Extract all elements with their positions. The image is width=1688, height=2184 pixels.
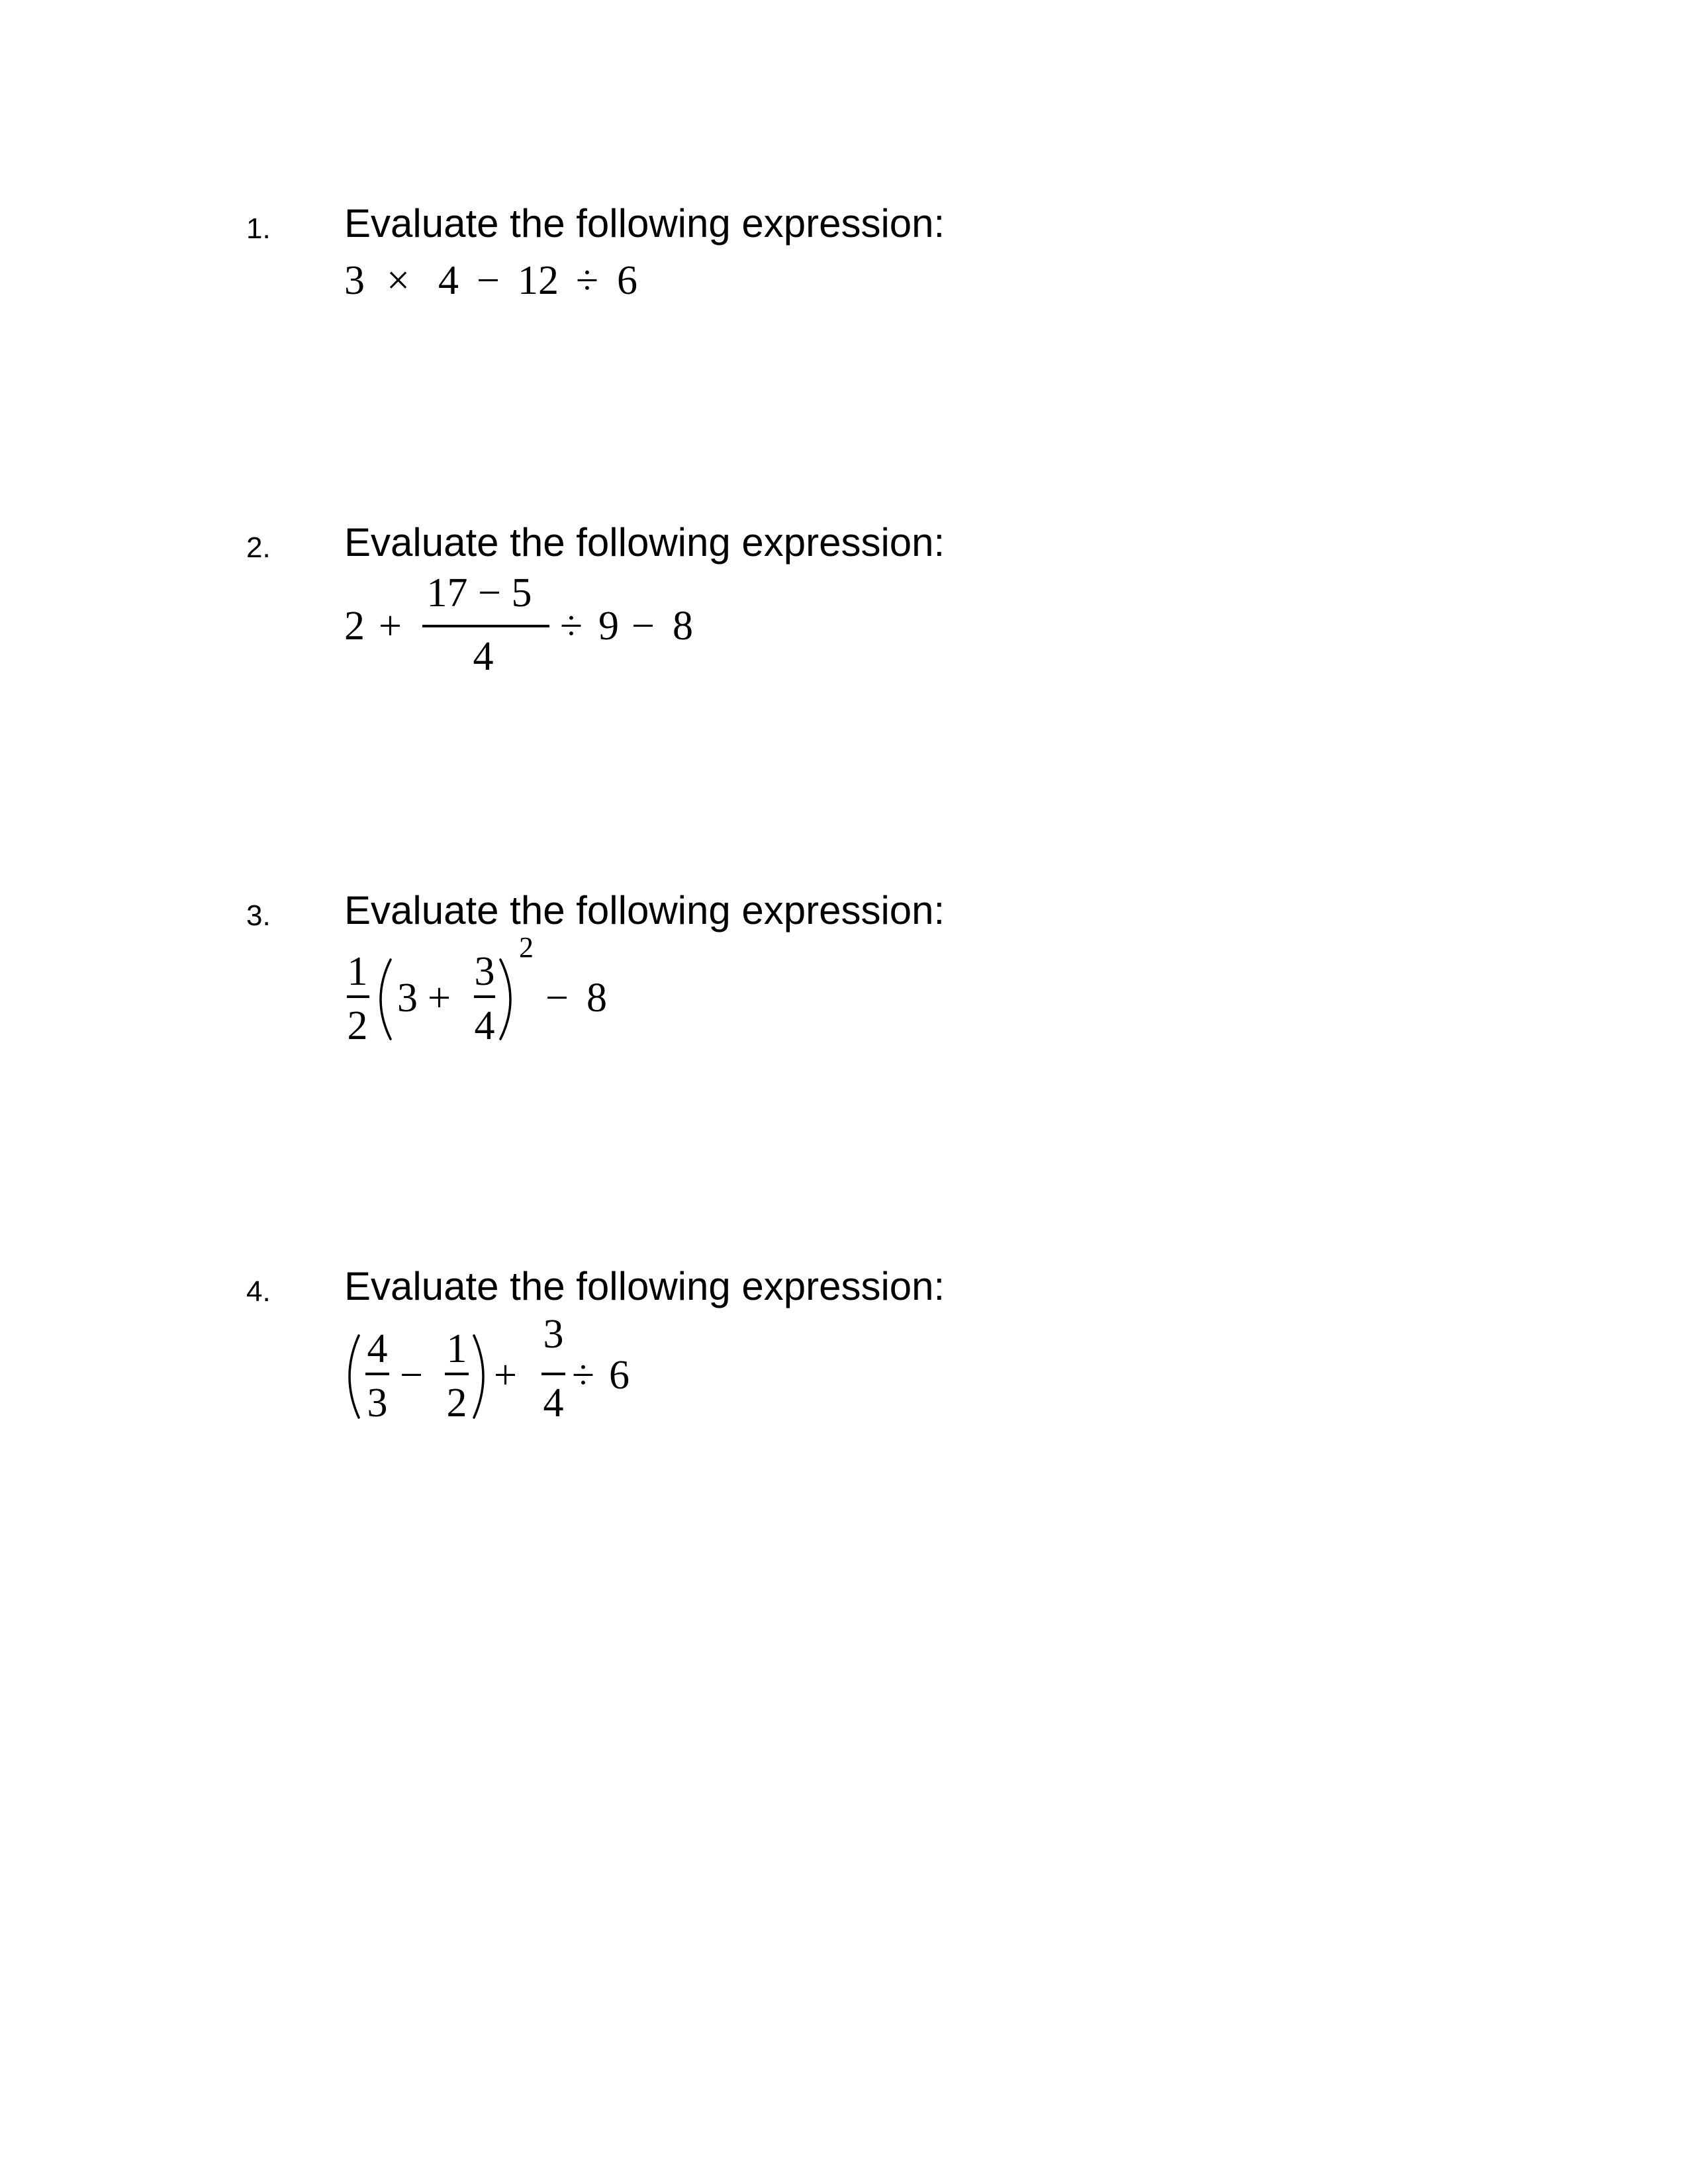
expr2-plus: + xyxy=(379,604,402,649)
expr4-f2-num: 1 xyxy=(446,1326,467,1371)
expr3-minus: − xyxy=(545,976,569,1021)
expr1-d: 6 xyxy=(617,258,637,303)
expr2-rest-b: 8 xyxy=(673,604,693,649)
expr3-plus: + xyxy=(428,976,451,1021)
expr3-tail: 8 xyxy=(586,976,607,1021)
expr2-minus: − xyxy=(632,604,655,649)
expr4-divide: ÷ xyxy=(572,1353,595,1398)
problem-1-prompt: Evaluate the following expression: xyxy=(344,201,945,246)
expr2-rest-a: 9 xyxy=(598,604,619,649)
expr4-plus: + xyxy=(494,1353,517,1398)
expr2-denominator: 4 xyxy=(473,634,494,679)
expr3-inner-num: 3 xyxy=(474,949,495,994)
expr4-right-paren xyxy=(474,1336,483,1418)
expr3-inner-a: 3 xyxy=(397,976,418,1021)
expr4-f3-num: 3 xyxy=(543,1312,564,1357)
expr4-f1-den: 3 xyxy=(367,1381,388,1426)
expr3-frac-den: 2 xyxy=(347,1003,368,1048)
problem-3-expression xyxy=(344,933,649,1059)
expr1-times: × xyxy=(387,258,410,303)
expr2-divide: ÷ xyxy=(560,604,583,649)
expr3-exponent: 2 xyxy=(519,931,534,964)
expr4-tail: 6 xyxy=(609,1353,630,1398)
expr3-frac-num: 1 xyxy=(347,949,368,994)
expr3-inner-den: 4 xyxy=(474,1003,495,1048)
expr1-minus: − xyxy=(477,258,500,303)
problem-1-number: 1. xyxy=(246,212,271,245)
expr2-lead: 2 xyxy=(344,604,365,649)
problem-3-prompt: Evaluate the following expression: xyxy=(344,888,945,933)
problem-2-expression xyxy=(344,569,741,682)
expr3-left-paren xyxy=(381,960,391,1039)
problem-1-expression xyxy=(344,251,688,311)
expr4-f3-den: 4 xyxy=(543,1381,564,1426)
expr4-left-paren xyxy=(350,1336,359,1418)
problem-2-number: 2. xyxy=(246,531,271,564)
problem-3-number: 3. xyxy=(246,899,271,932)
expr2-numerator: 17 − 5 xyxy=(426,570,532,615)
expr4-minus: − xyxy=(400,1353,423,1398)
expr1-a: 3 xyxy=(344,258,365,303)
problem-4-prompt: Evaluate the following expression: xyxy=(344,1264,945,1308)
expr1-c: 12 xyxy=(518,258,559,303)
expr1-b: 4 xyxy=(438,258,459,303)
problem-2-prompt: Evaluate the following expression: xyxy=(344,520,945,565)
problem-4-number: 4. xyxy=(246,1275,271,1308)
expr4-f1-num: 4 xyxy=(367,1326,388,1371)
expr4-f2-den: 2 xyxy=(446,1381,467,1426)
expr1-divide: ÷ xyxy=(576,258,599,303)
problem-4-expression xyxy=(344,1304,675,1430)
expr3-right-paren xyxy=(500,960,510,1039)
